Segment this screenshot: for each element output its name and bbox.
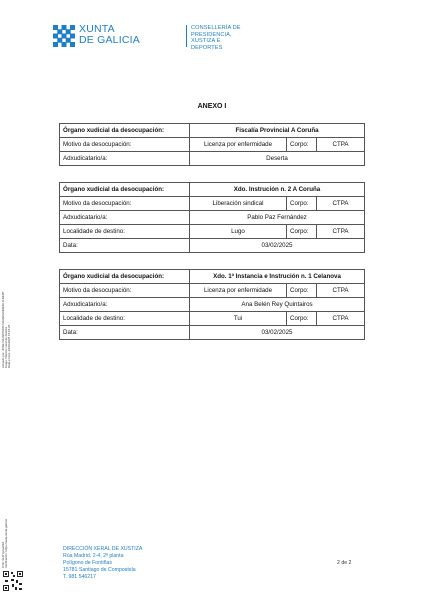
corpo-label: Corpo: [287,284,317,298]
footer-line-4: 15781 Santiago de Compostela [63,567,136,573]
motivo-row [60,284,365,298]
data-row [60,326,365,340]
adxudicatario-label: Adxudicatario/a: [60,298,190,312]
adxudicatario-label: Adxudicatario/a: [60,152,190,166]
organ-row [60,270,365,284]
motivo-row [60,197,365,211]
dept-line-3: XUSTIZA E DEPORTES [191,38,223,51]
signature-line-3: Data e hora: 04/02/2025 15:18:25 [7,324,12,368]
brand-line-2: DE GALICIA [79,34,140,46]
motivo-value: Licenza por enfermidade [190,284,287,298]
footer-address [63,546,142,581]
galicia-cross-icon [53,25,75,47]
organ-value: Xdo. 1ª Instancia e Instrución n. 1 Celanova [190,270,365,284]
organ-row [60,183,365,197]
assignment-table-3 [59,269,365,340]
adxudicatario-value: Pablo Paz Fernández [190,211,365,225]
localidade-row [60,312,365,326]
adxudicatario-label: Adxudicatario/a: [60,211,190,225]
localidade-label: Localidade de destino: [60,225,190,239]
data-value: 03/02/2025 [190,326,365,340]
adxudicatario-value: Ana Belén Rey Quintairos [190,298,365,312]
footer-line-2: Rúa Madrid, 2-4, 2ª planta [63,553,124,559]
adxudicatario-value: Deserta [190,152,365,166]
corpo-label: Corpo: [287,197,317,211]
localidade-row [60,225,365,239]
motivo-label: Motivo da desocupación: [60,284,190,298]
dept-line-1: CONSELLERÍA DE [191,25,241,31]
corpo-value: CTPA [317,138,365,152]
document-title: ANEXO I [197,103,227,110]
signature-line-2: Cargo: Director xeral de Xustiza [4,327,9,368]
motivo-value: Liberación sindical [190,197,287,211]
motivo-label: Motivo da desocupación: [60,138,190,152]
corpo-value: CTPA [317,312,365,326]
data-value: 03/02/2025 [190,239,365,253]
assignment-table-1 [59,123,365,166]
localidade-value: Tui [190,312,287,326]
dept-line-2: PRESIDENCIA, [191,31,232,38]
localidade-label: Localidade de destino: [60,312,190,326]
corpo-label: Corpo: [287,312,317,326]
assignment-table-2 [59,182,365,253]
page-number: 2 de 2 [337,560,352,566]
motivo-label: Motivo da desocupación: [60,197,190,211]
motivo-value: Licenza por enfermidade [190,138,287,152]
qr-code-icon [2,570,24,592]
corpo-label: Corpo: [287,138,317,152]
brand-line-1: XUNTA [79,23,115,35]
brand-name [79,24,140,46]
department-name [191,25,243,51]
organ-label: Órgano xudicial da desocupación: [60,270,190,284]
logo-divider [186,25,187,47]
organ-label: Órgano xudicial da desocupación: [60,183,190,197]
corpo-value: CTPA [317,284,365,298]
footer-line-1: DIRECCIÓN XERAL DE XUSTIZA [63,546,143,552]
adxudicatario-row [60,152,365,166]
cve-line: CVE: 9kJTxjoxwPE1 [1,541,5,568]
xunta-logo [53,24,243,54]
verification-sidebar [2,498,10,568]
data-row [60,239,365,253]
corpo-value: CTPA [317,197,365,211]
corpo-value: CTPA [317,225,365,239]
data-label: Data: [60,326,190,340]
footer-line-3: Polígono de Fontiñas [63,560,113,566]
organ-row [60,124,365,138]
organ-value: Xdo. Instrución n. 2 A Coruña [190,183,365,197]
motivo-row [60,138,365,152]
localidade-value: Lugo [190,225,287,239]
footer-line-5: T. 981 546217 [63,574,96,580]
organ-label: Órgano xudicial da desocupación: [60,124,190,138]
adxudicatario-row [60,298,365,312]
organ-value: Fiscalía Provincial A Coruña [190,124,365,138]
corpo-label: Corpo: [287,225,317,239]
data-label: Data: [60,239,190,253]
signature-sidebar [2,268,10,368]
adxudicatario-row [60,211,365,225]
signature-line-1: Asinado por: JOSE FRANCISCO FRANCHOMERI ALBERT [1,291,5,368]
verification-line: Verificación: https://sede.xunta.gal/cve [4,518,9,568]
